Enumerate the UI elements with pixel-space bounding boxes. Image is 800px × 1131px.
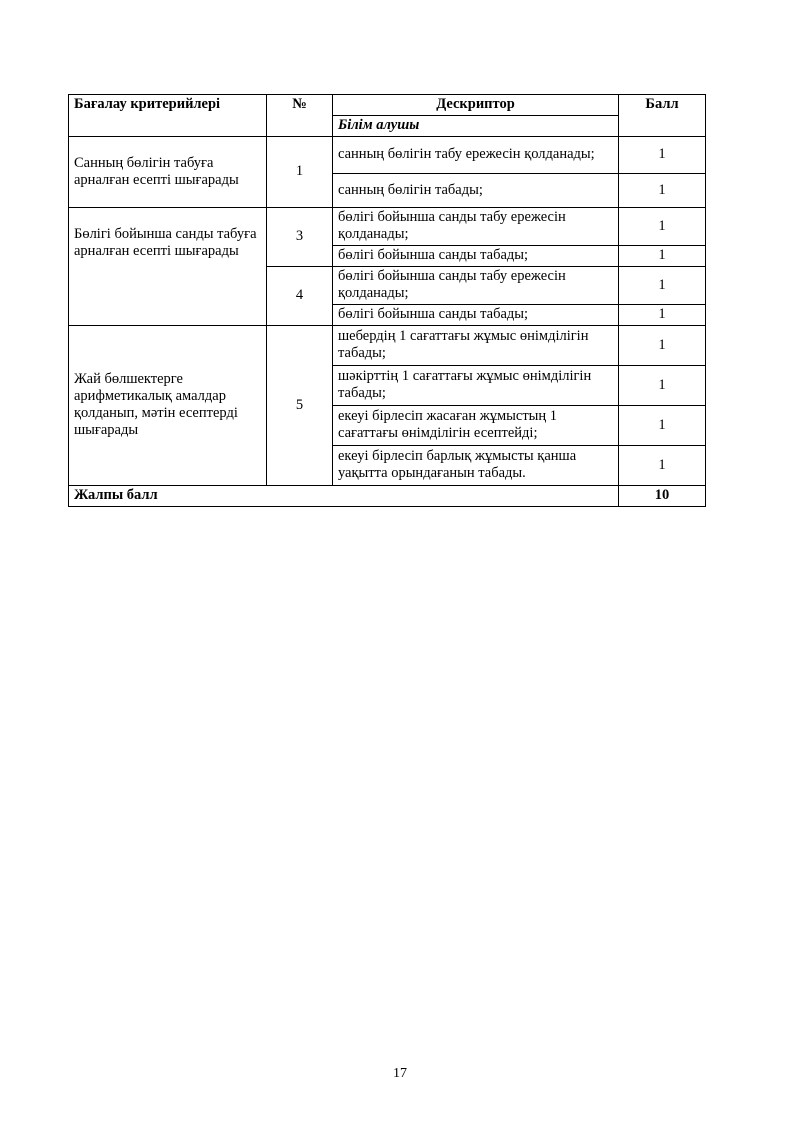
score-cell: 1 — [619, 446, 706, 486]
score-cell: 1 — [619, 326, 706, 366]
header-row — [69, 95, 706, 116]
table-row — [69, 137, 706, 174]
score-cell: 1 — [619, 366, 706, 406]
score-cell: 1 — [619, 174, 706, 208]
descriptor-cell: шебердің 1 сағаттағы жұмыс өнімділігін табады; — [333, 326, 619, 366]
descriptor-cell: бөлігі бойынша санды табады; — [333, 246, 619, 267]
score-cell: 1 — [619, 305, 706, 326]
header-score: Балл — [619, 95, 706, 137]
header-descriptor-sub: Білім алушы — [333, 116, 619, 137]
score-cell: 1 — [619, 406, 706, 446]
descriptor-cell: санның бөлігін табу ережесін қолданады; — [333, 137, 619, 174]
total-score: 10 — [619, 486, 706, 507]
assessment-rubric-table — [68, 94, 706, 507]
task-number-cell: 1 — [267, 137, 333, 208]
descriptor-cell: бөлігі бойынша санды табу ережесін қолданады; — [333, 208, 619, 246]
task-number-cell: 4 — [267, 267, 333, 326]
table-row — [69, 326, 706, 366]
descriptor-cell: бөлігі бойынша санды табады; — [333, 305, 619, 326]
header-criteria: Бағалау критерийлері — [69, 95, 267, 137]
score-cell: 1 — [619, 267, 706, 305]
descriptor-cell: екеуі бірлесіп барлық жұмысты қанша уақытта орындағанын табады. — [333, 446, 619, 486]
table-row — [69, 208, 706, 246]
score-cell: 1 — [619, 137, 706, 174]
score-cell: 1 — [619, 208, 706, 246]
header-number: № — [267, 95, 333, 137]
task-number-cell: 5 — [267, 326, 333, 486]
total-label: Жалпы балл — [69, 486, 619, 507]
descriptor-cell: санның бөлігін табады; — [333, 174, 619, 208]
criterion-cell: Жай бөлшектерге арифметикалық амалдар қолданып, мәтін есептерді шығарады — [69, 326, 267, 486]
total-row — [69, 486, 706, 507]
descriptor-cell: екеуі бірлесіп жасаған жұмыстың 1 сағаттағы өнімділігін есептейді; — [333, 406, 619, 446]
header-descriptor: Дескриптор — [333, 95, 619, 116]
criterion-cell: Санның бөлігін табуға арналған есепті шығарады — [69, 137, 267, 208]
page-number: 17 — [393, 1066, 407, 1081]
task-number-cell: 3 — [267, 208, 333, 267]
descriptor-cell: бөлігі бойынша санды табу ережесін қолданады; — [333, 267, 619, 305]
score-cell: 1 — [619, 246, 706, 267]
criterion-cell: Бөлігі бойынша санды табуға арналған есепті шығарады — [69, 208, 267, 326]
descriptor-cell: шәкірттің 1 сағаттағы жұмыс өнімділігін табады; — [333, 366, 619, 406]
